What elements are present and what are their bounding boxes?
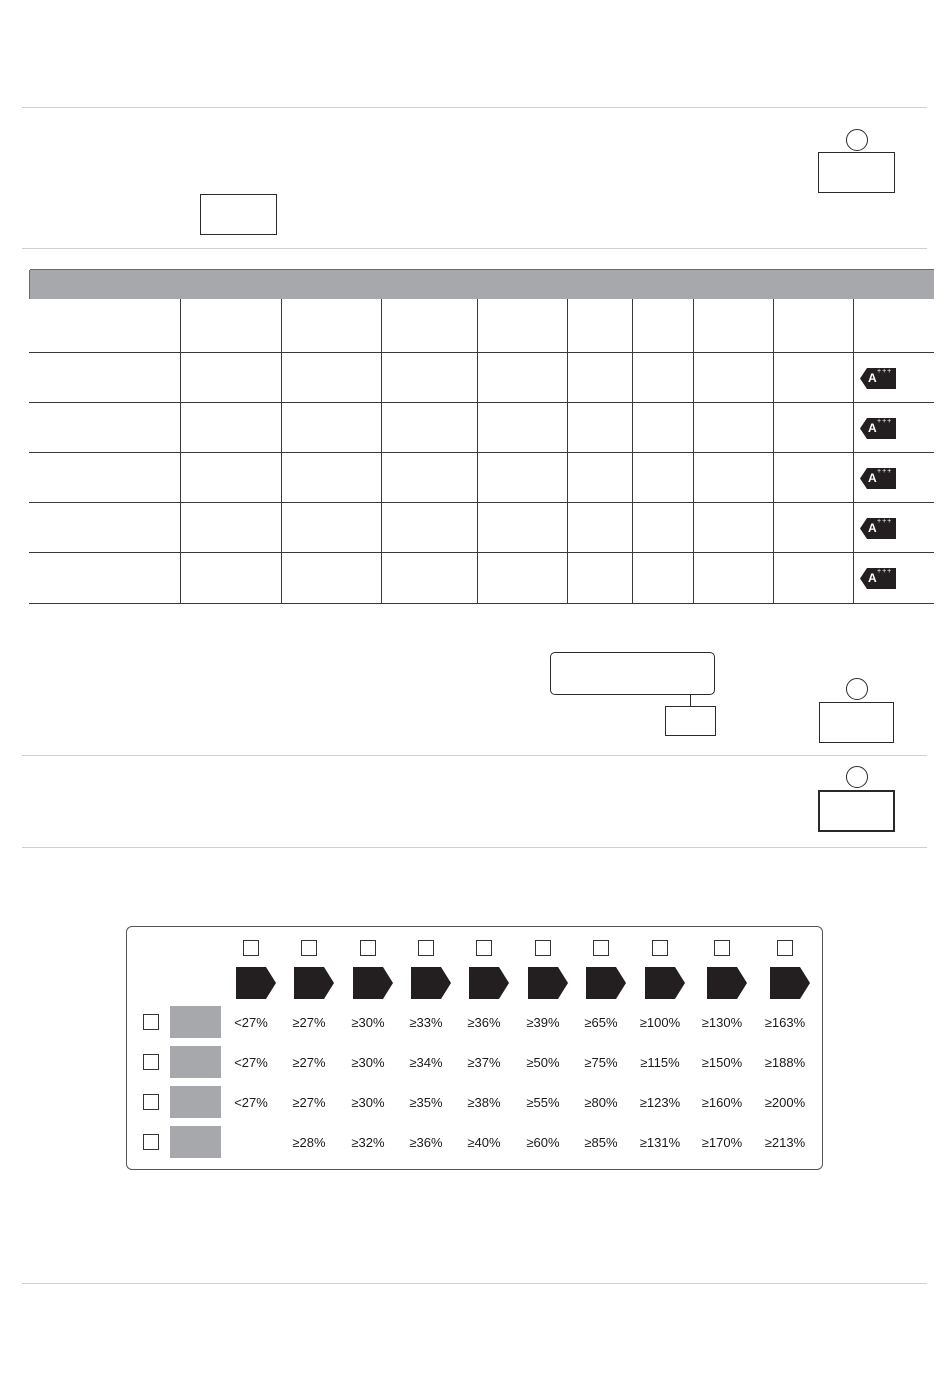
efficiency-threshold: ≥75% (584, 1055, 618, 1070)
row-checkbox[interactable] (143, 1094, 159, 1110)
table-row-divider (29, 402, 934, 403)
section-divider (22, 1283, 927, 1284)
row-checkbox[interactable] (143, 1054, 159, 1070)
row-checkbox[interactable] (143, 1014, 159, 1030)
row-swatch (170, 1006, 221, 1038)
efficiency-threshold: ≥40% (467, 1135, 501, 1150)
efficiency-threshold: <27% (234, 1015, 268, 1030)
marker-circle (846, 678, 868, 700)
energy-class-badge (860, 518, 896, 539)
callout-box[interactable] (550, 652, 715, 695)
marker-circle (846, 766, 868, 788)
marker-circle (846, 129, 868, 151)
efficiency-threshold: ≥33% (409, 1015, 443, 1030)
efficiency-threshold: ≥35% (409, 1095, 443, 1110)
efficiency-arrow-icon (528, 967, 568, 999)
efficiency-threshold: ≥34% (409, 1055, 443, 1070)
section-divider (22, 755, 927, 756)
efficiency-arrow-icon (294, 967, 334, 999)
efficiency-threshold: ≥170% (701, 1135, 743, 1150)
column-checkbox[interactable] (714, 940, 730, 956)
energy-class-letter: A (868, 471, 877, 485)
efficiency-threshold: ≥36% (409, 1135, 443, 1150)
table-row-divider (29, 552, 934, 553)
column-checkbox[interactable] (593, 940, 609, 956)
column-checkbox[interactable] (418, 940, 434, 956)
column-checkbox[interactable] (777, 940, 793, 956)
efficiency-threshold: ≥55% (526, 1095, 560, 1110)
efficiency-threshold: ≥27% (292, 1095, 326, 1110)
row-swatch (170, 1046, 221, 1078)
efficiency-threshold: ≥100% (639, 1015, 681, 1030)
efficiency-threshold: ≥30% (351, 1095, 385, 1110)
efficiency-threshold: ≥37% (467, 1055, 501, 1070)
efficiency-threshold: ≥188% (764, 1055, 806, 1070)
numbered-field-box[interactable] (818, 152, 895, 193)
efficiency-threshold: ≥123% (639, 1095, 681, 1110)
energy-class-badge (860, 418, 896, 439)
column-checkbox[interactable] (360, 940, 376, 956)
efficiency-threshold: ≥36% (467, 1015, 501, 1030)
efficiency-grid-panel (126, 926, 823, 1170)
section-divider (22, 248, 927, 249)
efficiency-threshold: ≥60% (526, 1135, 560, 1150)
efficiency-threshold: ≥32% (351, 1135, 385, 1150)
section-divider (22, 847, 927, 848)
efficiency-arrow-icon (236, 967, 276, 999)
efficiency-threshold: ≥50% (526, 1055, 560, 1070)
table-row-divider (29, 452, 934, 453)
energy-class-superscript: +++ (877, 568, 893, 575)
efficiency-arrow-icon (645, 967, 685, 999)
efficiency-threshold: ≥85% (584, 1135, 618, 1150)
energy-class-letter: A (868, 371, 877, 385)
efficiency-threshold: ≥115% (640, 1055, 680, 1070)
row-swatch (170, 1086, 221, 1118)
column-checkbox[interactable] (476, 940, 492, 956)
row-swatch (170, 1126, 221, 1158)
efficiency-threshold: <27% (234, 1095, 268, 1110)
highlighted-field-box[interactable] (818, 790, 895, 832)
efficiency-threshold: ≥28% (292, 1135, 326, 1150)
energy-class-superscript: +++ (877, 418, 893, 425)
energy-class-letter: A (868, 421, 877, 435)
efficiency-threshold: ≥160% (701, 1095, 743, 1110)
numbered-field-box[interactable] (819, 702, 894, 743)
energy-class-letter: A (868, 521, 877, 535)
efficiency-arrow-icon (469, 967, 509, 999)
energy-class-superscript: +++ (877, 468, 893, 475)
table-header-bar (30, 270, 934, 299)
efficiency-threshold: ≥65% (584, 1015, 618, 1030)
efficiency-arrow-icon (707, 967, 747, 999)
efficiency-arrow-icon (411, 967, 451, 999)
efficiency-threshold: ≥80% (584, 1095, 618, 1110)
efficiency-threshold: ≥131% (639, 1135, 681, 1150)
table-row-divider (29, 352, 934, 353)
efficiency-threshold: ≥27% (292, 1055, 326, 1070)
callout-value-box[interactable] (665, 706, 716, 736)
efficiency-threshold: ≥163% (764, 1015, 806, 1030)
efficiency-threshold: ≥213% (764, 1135, 806, 1150)
field-box[interactable] (200, 194, 277, 235)
table-row-divider (29, 502, 934, 503)
efficiency-threshold: ≥39% (526, 1015, 560, 1030)
energy-class-superscript: +++ (877, 368, 893, 375)
energy-class-badge (860, 468, 896, 489)
column-checkbox[interactable] (301, 940, 317, 956)
efficiency-threshold: ≥38% (467, 1095, 501, 1110)
efficiency-threshold: ≥150% (701, 1055, 743, 1070)
section-divider (22, 107, 927, 108)
energy-class-superscript: +++ (877, 518, 893, 525)
efficiency-threshold: ≥27% (292, 1015, 326, 1030)
efficiency-threshold: ≥130% (701, 1015, 743, 1030)
column-checkbox[interactable] (652, 940, 668, 956)
efficiency-threshold: ≥200% (764, 1095, 806, 1110)
efficiency-threshold: <27% (234, 1055, 268, 1070)
efficiency-arrow-icon (586, 967, 626, 999)
column-checkbox[interactable] (535, 940, 551, 956)
energy-class-badge (860, 568, 896, 589)
energy-class-badge (860, 368, 896, 389)
row-checkbox[interactable] (143, 1134, 159, 1150)
efficiency-arrow-icon (770, 967, 810, 999)
column-checkbox[interactable] (243, 940, 259, 956)
efficiency-threshold: ≥30% (351, 1015, 385, 1030)
energy-class-letter: A (868, 571, 877, 585)
efficiency-threshold: ≥30% (351, 1055, 385, 1070)
efficiency-arrow-icon (353, 967, 393, 999)
table-row-divider (29, 603, 934, 604)
